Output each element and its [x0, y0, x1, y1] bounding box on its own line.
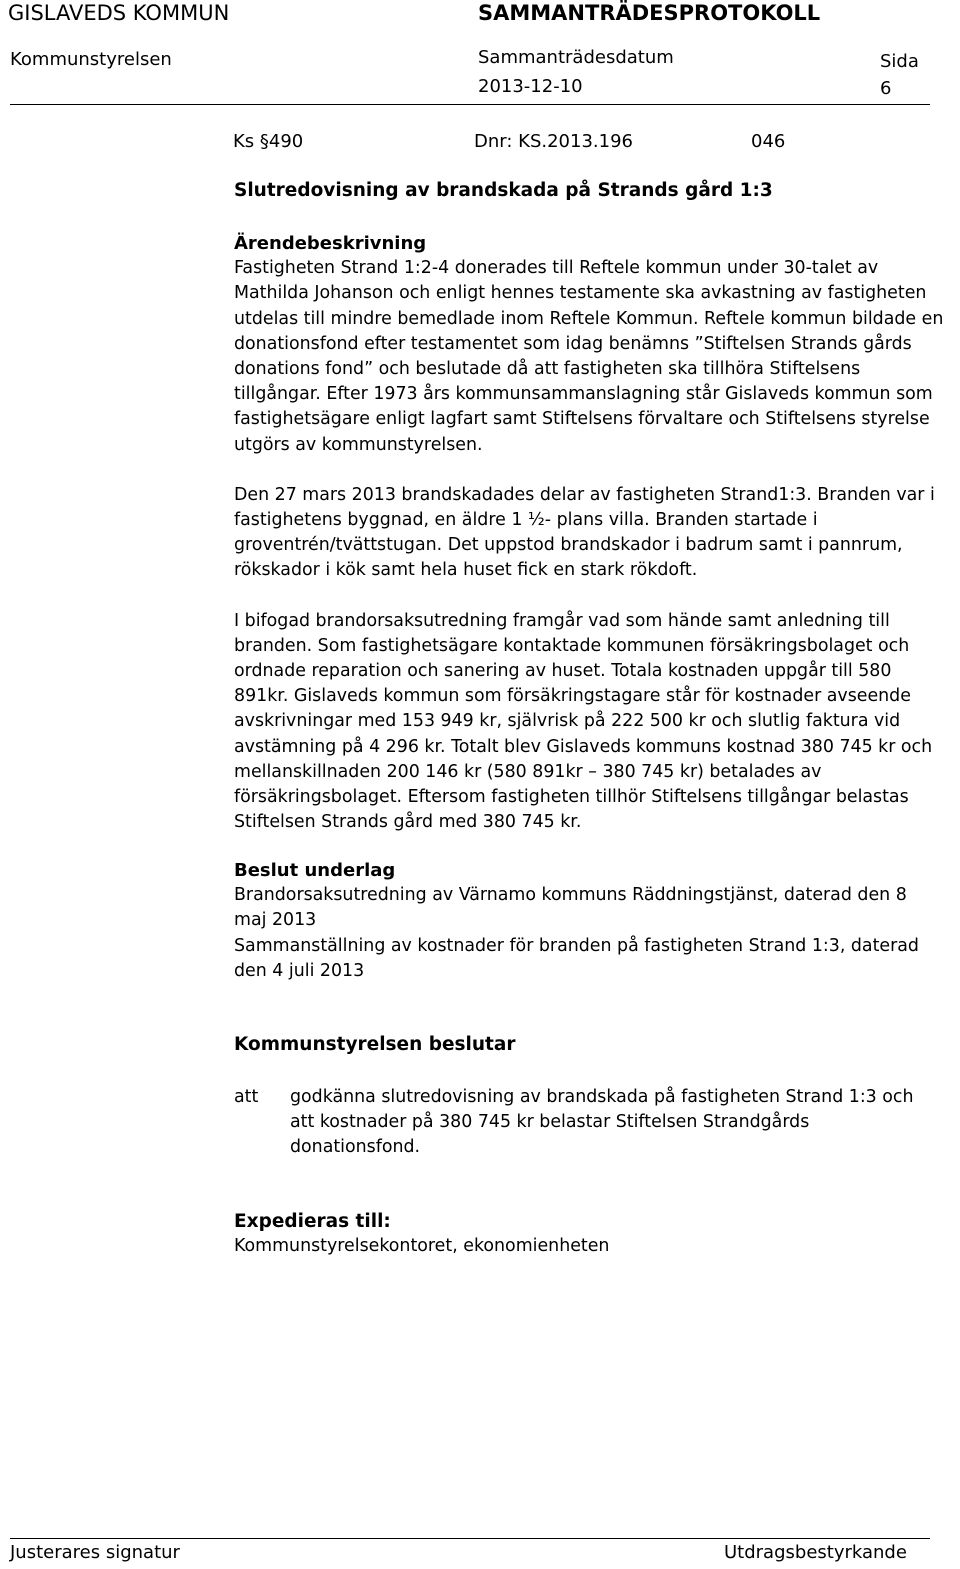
meeting-date: 2013-12-10 [478, 76, 583, 97]
dispatch-heading: Expedieras till: [234, 1211, 391, 1232]
decision-keyword: att [234, 1087, 259, 1107]
body-name: Kommunstyrelsen [10, 49, 172, 70]
basis-item: Sammanställning av kostnader för branden på fastigheten Strand 1:3, daterad den 4 juli 2013 [234, 935, 919, 981]
footer-rule [10, 1538, 930, 1539]
page-label: Sida [880, 51, 919, 72]
footer-signature: Justerares signatur [10, 1542, 180, 1563]
basis-heading: Beslut underlag [234, 860, 396, 881]
decision-text: godkänna slutredovisning av brandskada på fastigheten Strand 1:3 och att kostnader på 380 745 kr belastar Stiftelsen Strandgårds donationsfond. [290, 1087, 914, 1158]
description-paragraph: I bifogad brandorsaksutredning framgår vad som hände samt anledning till branden. Som fastighetsägare kontaktade kommunen försäkringsbolaget och ordnade reparation och sanering av huset. Totala kostnaden uppgår till 580 891kr. Gislaveds kommun som försäkringstagare står för kostnader avseende avskrivningar med 153 949 kr, självrisk på 222 500 kr och slutlig faktura vid avstämning på 4 296 kr. Totalt blev Gislaveds kommuns kostnad 380 745 kr och mellanskillnaden 200 146 kr (580 891kr – 380 745 kr) betalades av försäkringsbolaget. Eftersom fastigheten tillhör Stiftelsens tillgångar belastas Stiftelsen Strands gård med 380 745 kr. [234, 610, 933, 833]
case-title: Slutredovisning av brandskada på Strands gård 1:3 [234, 180, 773, 201]
basis-item: Brandorsaksutredning av Värnamo kommuns Räddningstjänst, daterad den 8 maj 2013 [234, 885, 907, 931]
decision-heading: Kommunstyrelsen beslutar [234, 1034, 516, 1055]
header-rule [10, 104, 930, 105]
footer-certification: Utdragsbestyrkande [724, 1542, 907, 1563]
case-ks: Ks §490 [233, 131, 304, 152]
description-section [234, 231, 944, 835]
basis-section [234, 858, 944, 984]
meeting-date-label: Sammanträdesdatum [478, 47, 674, 68]
description-paragraph: Den 27 mars 2013 brandskadades delar av fastigheten Strand1:3. Branden var i fastighetens byggnad, en äldre 1 ½- plans villa. Branden startade i groventrén/tvättstugan. Det uppstod brandskador i badrum samt i pannrum, rökskador i kök samt hela huset fick en stark rökdoft. [234, 484, 935, 581]
description-heading: Ärendebeskrivning [234, 233, 427, 254]
case-code: 046 [751, 131, 786, 152]
page-number: 6 [880, 78, 892, 99]
document-type: SAMMANTRÄDESPROTOKOLL [478, 1, 821, 25]
dispatch-recipients: Kommunstyrelsekontoret, ekonomienheten [234, 1236, 610, 1256]
description-paragraph: Fastigheten Strand 1:2-4 donerades till Reftele kommun under 30-talet av Mathilda Johanson och enligt hennes testamente ska avkastning av fastigheten utdelas till mindre bemedlade inom Reftele Kommun. Reftele kommun bildade en donationsfond efter testamentet som idag benämns ”Stiftelsen Strands gårds donations fond” och beslutade då att fastigheten ska tillhöra Stiftelsens tillgångar. Efter 1973 års kommunsammanslagning står Gislaveds kommun som fastighetsägare enligt lagfart samt Stiftelsens förvaltare och Stiftelsens styrelse utgörs av kommunstyrelsen. [234, 258, 944, 455]
municipality-name: GISLAVEDS KOMMUN [8, 1, 230, 25]
case-dnr: Dnr: KS.2013.196 [474, 131, 633, 152]
